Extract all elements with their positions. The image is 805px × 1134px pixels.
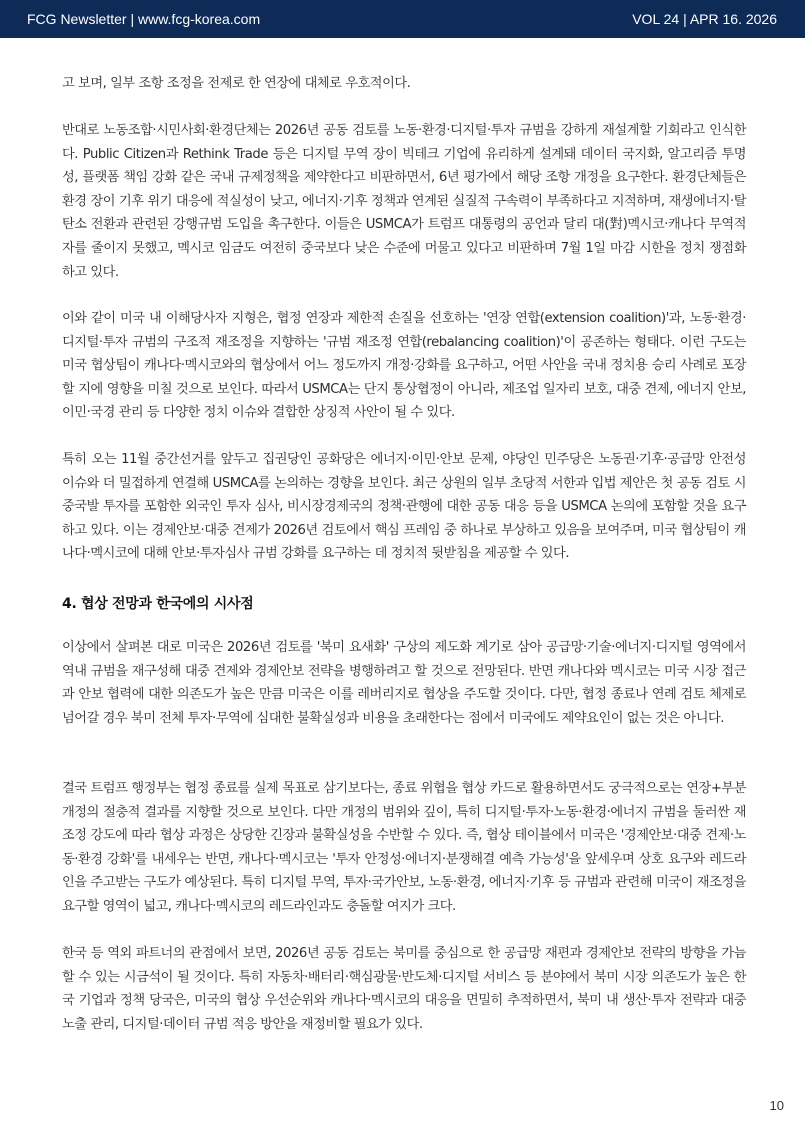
paragraph-labor-civil-society: 반대로 노동조합·시민사회·환경단체는 2026년 공동 검토를 노동·환경·디지털·투자 규범을 강하게 재설계할 기회라고 인식한다. Public Citizen과 Rethink Trade 등은 디지털 무역 장이 빅테크 기업에 유리하게 설계돼 데이터 국지화, 알고리즘 투명성, 플랫폼 책임 강화 같은 국내 규제정책을 제약한다고 비판하면서, 6년 평가에서 해당 조항 개정을 요구한다. 환경단체들은 환경 장이 기후 위기 대응에 적실성이 낮고, 에너지·기후 정책과 연계된 실질적 구속력이 부족하다고 지적하며, 재생에너지·탈탄소 전환과 관련된 강행규범 도입을 촉구한다. 이들은 USMCA가 트럼프 대통령의 공언과 달리 대(對)멕시코·캐나다 무역적자를 줄이지 못했고, 멕시코 임금도 여전히 중국보다 낮은 수준에 머물고 있다고 비판하며 7월 1일 마감 시한을 정치 쟁점화하고 있다. [62, 123, 746, 280]
paragraph-korea-implications: 한국 등 역외 파트너의 관점에서 보면, 2026년 공동 검토는 북미를 중심으로 한 공급망 재편과 경제안보 전략의 방향을 가늠할 수 있는 시금석이 될 것이다. 특히 자동차·배터리·핵심광물·반도체·디지털 서비스 등 분야에서 북미 시장 의존도가 높은 한국 기업과 정책 당국은, 미국의 협상 우선순위와 캐나다·멕시코의 대응을 면밀히 추적하면서, 북미 내 생산·투자 전략과 대중 노출 관리, 디지털·데이터 규범 적응 방안을 재정비할 필요가 있다. [62, 946, 746, 1032]
header-site-info: FCG Newsletter | www.fcg-korea.com [27, 11, 261, 27]
page-number: 10 [769, 1098, 784, 1113]
paragraph-stakeholder-coalitions: 이와 같이 미국 내 이해당사자 지형은, 협정 연장과 제한적 손질을 선호하는 '연장 연합(extension coalition)'과, 노동·환경·디지털·투자 규범의 구조적 재조정을 지향하는 '규범 재조정 연합(rebalancing coalition)'이 공존하는 형태다. 이런 구도는 미국 협상팀이 캐나다·멕시코와의 협상에서 어느 정도까지 개정·강화를 요구하고, 어떤 사안을 국내 정치용 승리 사례로 포장할 지에 영향을 미칠 것으로 보인다. 따라서 USMCA는 단지 통상협정이 아니라, 제조업 일자리 보호, 대중 견제, 에너지 안보, 이민·국경 관리 등 다양한 정치 이슈와 결합한 상징적 사안이 될 수 있다. [62, 311, 746, 421]
header-issue-info: VOL 24 | APR 16. 2026 [632, 11, 777, 27]
paragraph-midterm-elections: 특히 오는 11월 중간선거를 앞두고 집권당인 공화당은 에너지·이민·안보 문제, 야당인 민주당은 노동권·기후·공급망 안전성 이슈와 더 밀접하게 연결해 USMCA를 논의하는 경향을 보인다. 최근 상원의 일부 초당적 서한과 입법 제안은 첫 공동 검토 시 중국발 투자를 포함한 외국인 투자 심사, 비시장경제국의 정책·관행에 대한 공동 대응 등을 USMCA 논의에 포함할 것을 요구하고 있다. 이는 경제안보·대중 견제가 2026년 검토에서 핵심 프레임 중 하나로 부상하고 있음을 보여주며, 미국 협상팀이 캐나다·멕시코에 대해 안보·투자심사 규범 강화를 요구하는 데 정치적 뒷받침을 제공할 수 있다. [62, 452, 746, 562]
paragraph-outlook: 이상에서 살펴본 대로 미국은 2026년 검토를 '북미 요새화' 구상의 제도화 계기로 삼아 공급망·기술·에너지·디지털 영역에서 역내 규범을 재구성해 대중 견제와 경제안보 전략을 병행하려고 할 것으로 전망된다. 반면 캐나다와 멕시코는 미국 시장 접근과 안보 협력에 대한 의존도가 높은 만큼 미국은 이를 레버리지로 협상을 주도할 것이다. 다만, 협정 종료나 연례 검토 체제로 넘어갈 경우 북미 전체 투자·무역에 심대한 불확실성과 비용을 초래한다는 점에서 미국에도 제약요인이 없는 것은 아니다. [62, 640, 746, 726]
section-heading: 4. 협상 전망과 한국에의 시사점 [62, 596, 254, 612]
paragraph-intro-continuation: 고 보며, 일부 조항 조정을 전제로 한 연장에 대체로 우호적이다. [62, 76, 411, 91]
paragraph-trump-strategy: 결국 트럼프 행정부는 협정 종료를 실제 목표로 삼기보다는, 종료 위협을 협상 카드로 활용하면서도 궁극적으로는 연장+부분 개정의 절충적 결과를 지향할 것으로 보인다. 다만 개정의 범위와 깊이, 특히 디지털·투자·노동·환경·에너지 규범을 둘러싼 재조정 강도에 따라 협상 과정은 상당한 긴장과 불확실성을 수반할 수 있다. 즉, 협상 테이블에서 미국은 '경제안보·대중 견제·노동·환경 강화'를 내세우는 반면, 캐나다·멕시코는 '투자 안정성·에너지·분쟁해결 예측 가능성'을 앞세우며 상호 요구와 레드라인을 주고받는 구도가 예상된다. 특히 디지털 무역, 투자·국가안보, 노동·환경, 에너지·기후 등 규범과 관련해 미국이 재조정을 요구할 영역이 넓고, 캐나다·멕시코의 레드라인과도 충돌할 여지가 크다. [62, 781, 746, 914]
newsletter-header [0, 0, 805, 38]
